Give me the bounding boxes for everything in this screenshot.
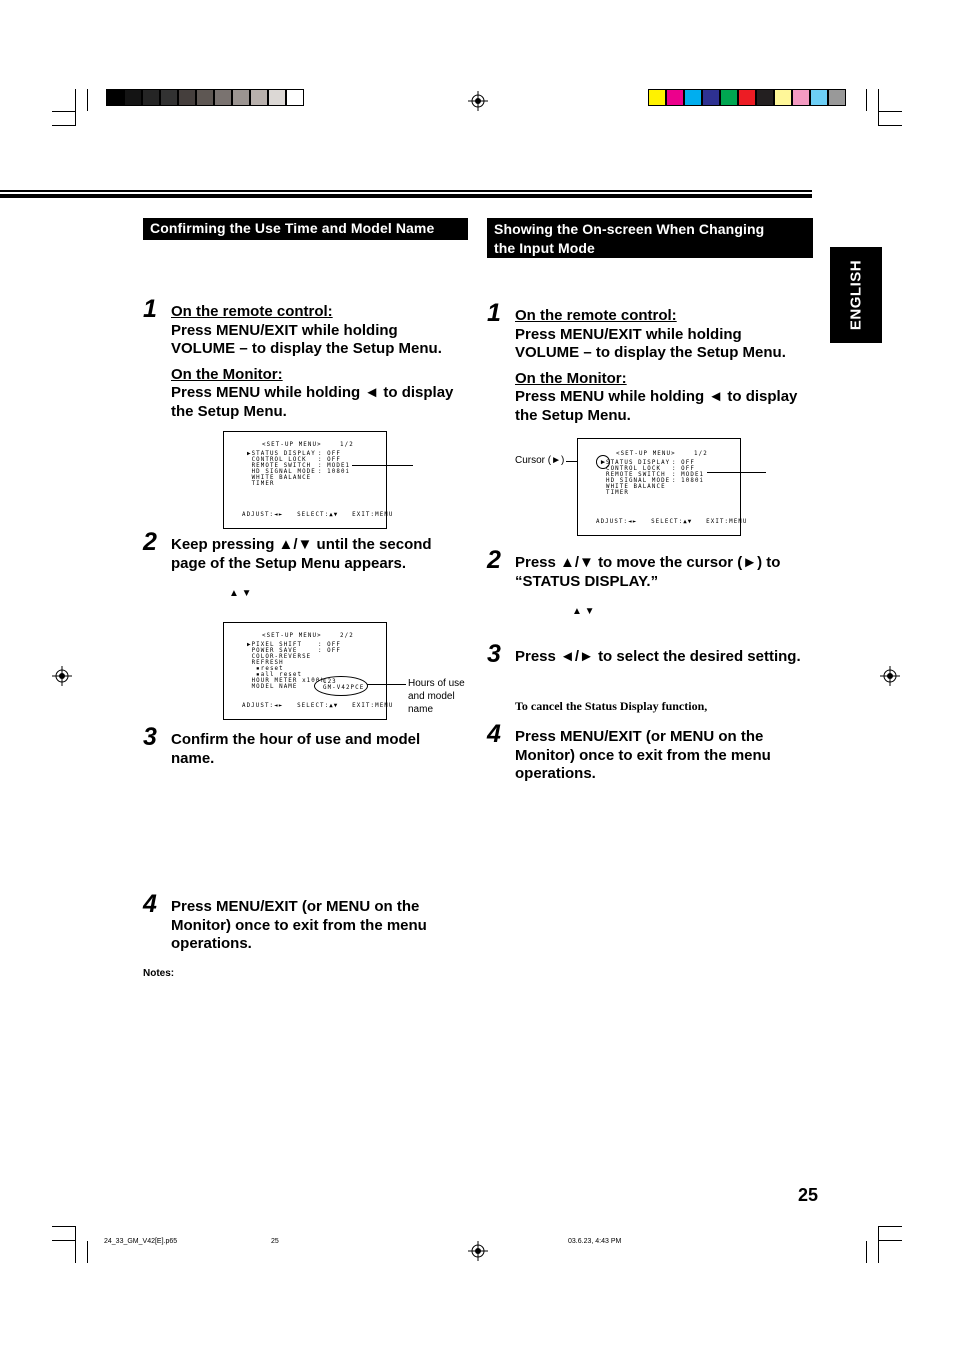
osd-menu-item: ▪all reset: [247, 672, 303, 678]
calibration-swatch: [124, 89, 142, 106]
leader-line: [367, 684, 406, 685]
leader-line: [707, 472, 766, 473]
remote-instruction: Press MENU/EXIT while holding VOLUME – to display the Setup Menu.: [171, 321, 442, 357]
calibration-swatch: [702, 89, 720, 106]
calibration-swatch: [142, 89, 160, 106]
left-step4-text: Press MENU/EXIT (or MENU on the Monitor) once to exit from the menu operations.: [171, 898, 427, 952]
hours-model-callout: Hours of use and model name: [408, 678, 465, 715]
crop-mark: [879, 1240, 902, 1241]
crop-mark: [879, 1226, 902, 1227]
osd-menu-item: WHITE BALANCE: [606, 484, 666, 490]
osd-menu-item: TIMER: [247, 481, 275, 487]
crop-mark: [52, 111, 75, 112]
step-number: 3: [143, 723, 157, 751]
setup-menu-screen-page1: [223, 431, 394, 529]
osd-menu-item: HOUR METER x100h: [247, 678, 326, 684]
calibration-swatch: [774, 89, 792, 106]
osd-footer: ADJUST:◄► SELECT:▲▼ EXIT:MENU: [242, 512, 394, 518]
calibration-swatch: [214, 89, 232, 106]
calibration-swatch: [828, 89, 846, 106]
language-tab: [830, 247, 882, 343]
footer-page: 25: [271, 1238, 279, 1245]
highlight-ellipse: [314, 676, 368, 696]
osd-menu-item: ▪reset: [247, 666, 284, 672]
calibration-swatch: [250, 89, 268, 106]
osd-menu-item: COLOR-REVERSE: [247, 654, 312, 660]
top-rule-thin: [0, 190, 812, 192]
osd-menu-item: REFRESH: [247, 660, 284, 666]
osd-header: <SET-UP MENU> 2/2: [262, 633, 354, 639]
osd-footer: ADJUST:◄► SELECT:▲▼ EXIT:MENU: [596, 519, 748, 525]
osd-menu-item: TIMER: [606, 490, 629, 496]
right-title-line1: Showing the On-screen When Changing: [494, 221, 765, 237]
osd-menu-value: : 1080i: [318, 469, 351, 475]
right-step3-text: Press ◄/► to select the desired setting.: [515, 648, 801, 665]
osd-menu-item: MODEL NAME: [247, 684, 298, 690]
osd-menu-value: : OFF: [672, 466, 695, 472]
left-section-title: Confirming the Use Time and Model Name: [143, 218, 468, 240]
left-step1: [171, 303, 466, 421]
registration-target-icon: [52, 666, 72, 686]
osd-header: <SET-UP MENU> 1/2: [616, 451, 708, 457]
osd-hour-value: 123: [323, 679, 337, 685]
cursor-circle-icon: ▶: [596, 455, 610, 469]
remote-instruction: Press MENU/EXIT while holding VOLUME – to display the Setup Menu.: [515, 325, 786, 361]
crop-mark: [87, 1241, 88, 1263]
right-title-line2: the Input Mode: [494, 240, 595, 256]
cancel-status-text: To cancel the Status Display function,: [515, 699, 708, 713]
osd-values: [318, 451, 350, 475]
crop-mark: [866, 89, 867, 111]
calibration-swatch: [648, 89, 666, 106]
calibration-swatch: [178, 89, 196, 106]
notes-heading: Notes:: [143, 968, 175, 979]
calibration-swatch: [268, 89, 286, 106]
calibration-swatch: [738, 89, 756, 106]
crop-mark: [52, 125, 75, 126]
calibration-swatch: [286, 89, 304, 106]
osd-footer: ADJUST:◄► SELECT:▲▼ EXIT:MENU: [242, 703, 394, 709]
osd-items: [247, 451, 316, 487]
osd-values: [318, 642, 341, 654]
osd-menu-value: : OFF: [672, 460, 695, 466]
osd-menu-value: : OFF: [318, 648, 341, 654]
calibration-swatch: [666, 89, 684, 106]
osd-menu-value: : MODE1: [318, 463, 351, 469]
osd-menu-item: HD SIGNAL MODE: [247, 469, 316, 475]
calibration-swatch: [106, 89, 124, 106]
osd-items: [606, 460, 670, 496]
crop-mark: [879, 125, 902, 126]
calibration-swatch: [232, 89, 250, 106]
osd-menu-item: HD SIGNAL MODE: [606, 478, 671, 484]
osd-menu-item: WHITE BALANCE: [247, 475, 312, 481]
calibration-swatch: [810, 89, 828, 106]
registration-target-icon: [468, 91, 488, 111]
osd-menu-value: : MODE1: [672, 472, 705, 478]
left-step2-text: Keep pressing ▲/▼ until the second page of the Setup Menu appears.: [171, 536, 432, 572]
registration-target-icon: [468, 1241, 488, 1261]
monitor-instruction: Press MENU while holding ◄ to display the Setup Menu.: [171, 384, 454, 420]
remote-heading: On the remote control:: [171, 303, 333, 320]
calibration-swatch: [196, 89, 214, 106]
cursor-label: Cursor (►): [515, 455, 565, 466]
setup-menu-screen-cursor: [577, 438, 748, 536]
up-down-arrows-icon: ▲ ▼: [572, 606, 595, 617]
step-number: 3: [487, 640, 501, 668]
osd-menu-item: REMOTE SWITCH: [606, 472, 666, 478]
crop-mark: [75, 1226, 76, 1263]
crop-mark: [75, 89, 76, 126]
osd-menu-item: CONTROL LOCK: [247, 457, 307, 463]
top-rule-thick: [0, 194, 812, 198]
crop-mark: [87, 89, 88, 111]
calibration-swatch: [160, 89, 178, 106]
crop-mark: [878, 89, 879, 126]
language-tab-label: ENGLISH: [847, 259, 865, 331]
crop-mark: [879, 111, 902, 112]
up-down-arrows-icon: ▲ ▼: [229, 588, 252, 599]
page-number: 25: [798, 1185, 819, 1205]
osd-menu-item: POWER SAVE: [247, 648, 298, 654]
crop-mark: [878, 1226, 879, 1263]
step-number: 4: [143, 890, 157, 918]
osd-menu-item: STATUS DISPLAY: [606, 460, 671, 466]
right-step2-text: Press ▲/▼ to move the cursor (►) to “STATUS DISPLAY.”: [515, 554, 781, 590]
osd-menu-item: ▶PIXEL SHIFT: [247, 642, 303, 648]
left-step3-text: Confirm the hour of use and model name.: [171, 731, 421, 767]
calibration-swatch: [756, 89, 774, 106]
osd-header: <SET-UP MENU> 1/2: [262, 442, 354, 448]
osd-menu-value: : 1080i: [672, 478, 705, 484]
crop-mark: [866, 1241, 867, 1263]
leader-line: [352, 465, 413, 466]
calibration-swatch: [720, 89, 738, 106]
osd-model-value: GM-V42PCE: [323, 685, 365, 691]
osd-menu-value: : OFF: [318, 451, 341, 457]
osd-menu-item: ▶STATUS DISPLAY: [247, 451, 316, 457]
osd-menu-value: : OFF: [318, 457, 341, 463]
osd-items: [247, 642, 325, 690]
monitor-heading: On the Monitor:: [515, 369, 627, 387]
step-number: 2: [143, 528, 157, 556]
right-step4-text: Press MENU/EXIT (or MENU on the Monitor) once to exit from the menu operations.: [515, 728, 771, 782]
osd-menu-value: : OFF: [318, 642, 341, 648]
osd-menu-item: CONTROL LOCK: [606, 466, 662, 472]
right-step1: [515, 307, 810, 425]
footer-timestamp: 03.6.23, 4:43 PM: [568, 1238, 622, 1245]
step-number: 1: [143, 295, 157, 323]
footer-filename: 24_33_GM_V42[E].p65: [104, 1238, 178, 1245]
step-number: 1: [487, 299, 501, 327]
monitor-instruction: Press MENU while holding ◄ to display the Setup Menu.: [515, 388, 798, 424]
calibration-swatch: [792, 89, 810, 106]
step-number: 4: [487, 720, 501, 748]
remote-heading: On the remote control:: [515, 307, 677, 324]
step-number: 2: [487, 546, 501, 574]
crop-mark: [52, 1240, 75, 1241]
osd-values: [672, 460, 704, 484]
calibration-swatch: [684, 89, 702, 106]
osd-menu-item: REMOTE SWITCH: [247, 463, 312, 469]
right-section-title: [487, 218, 813, 258]
setup-menu-screen-page2: [223, 622, 394, 720]
crop-mark: [52, 1226, 75, 1227]
registration-target-icon: [880, 666, 900, 686]
monitor-heading: On the Monitor:: [171, 365, 283, 383]
